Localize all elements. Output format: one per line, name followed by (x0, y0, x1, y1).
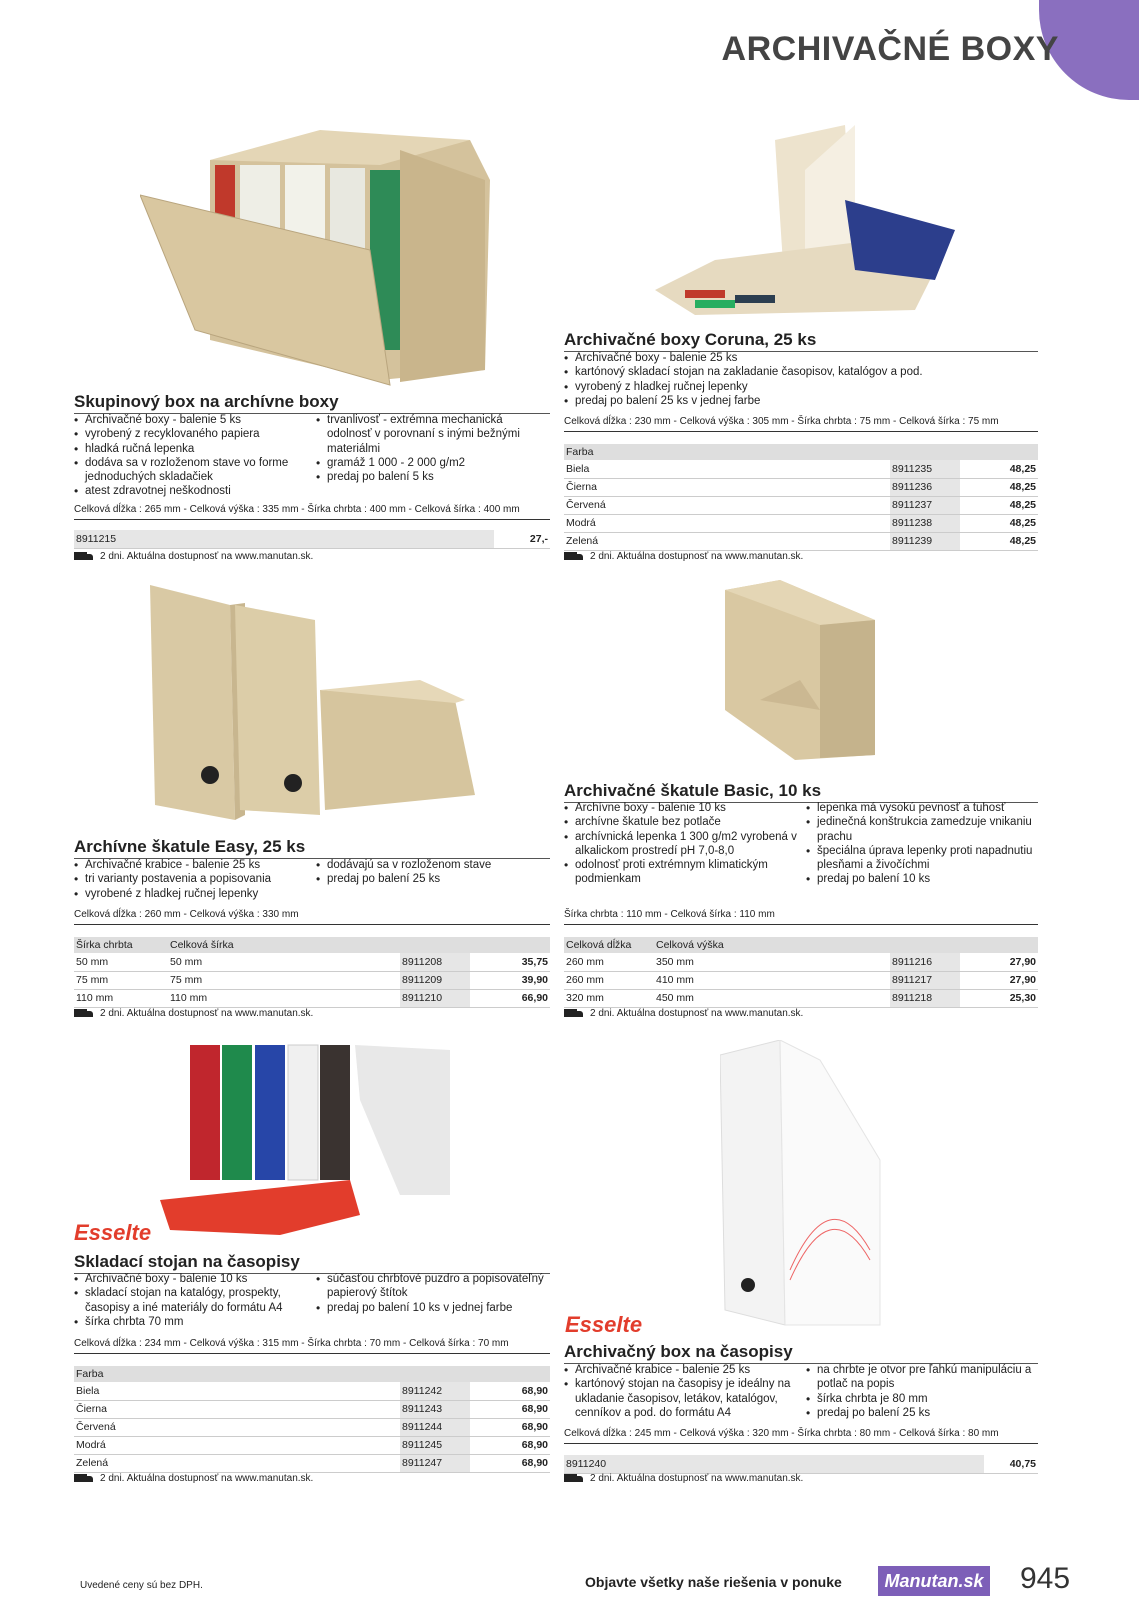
order-code: 8911245 (400, 1436, 470, 1454)
esselte-logo-right: Esselte (565, 1312, 643, 1337)
table-row (74, 1382, 550, 1400)
product-specs: Celková dĺžka : 260 mm - Celková výška : 330 mm (74, 909, 550, 925)
product-title: Archívne škatule Easy, 25 ks (74, 837, 550, 859)
order-code: 8911236 (890, 478, 960, 496)
price-note: Uvedené ceny sú bez DPH. (80, 1580, 203, 1591)
bullet-item: • vyrobené z hladkej ručnej lepenky (74, 887, 314, 901)
table-header (74, 937, 550, 953)
order-code: 8911210 (400, 989, 470, 1007)
table-row (74, 530, 550, 548)
bullet-item: • dodávajú sa v rozloženom stave (316, 858, 546, 872)
esselte-logo-left: Esselte (74, 1220, 152, 1245)
bullet-list-right (806, 1363, 1038, 1420)
bullet-list-left (74, 413, 314, 499)
table-row (74, 953, 550, 971)
bullet-item: • Archívne boxy - balenie 10 ks (564, 801, 804, 815)
availability (74, 1008, 313, 1019)
truck-icon (74, 1009, 94, 1019)
page-number: 945 (1020, 1562, 1071, 1595)
row-label: Zelená (564, 532, 890, 550)
bullet-item: • lepenka má vysokú pevnosť a tuhosť (806, 801, 1038, 815)
order-code: 8911216 (890, 953, 960, 971)
row-label: Biela (564, 460, 890, 478)
row-label: Biela (74, 1382, 400, 1400)
product-specs: Celková dĺžka : 265 mm - Celková výška : 335 mm - Šírka chrbta : 400 mm - Celková šírka : 400 mm (74, 504, 550, 520)
product-image-easy (145, 585, 485, 825)
row-label: 75 mm (74, 971, 168, 989)
order-code: 8911243 (400, 1400, 470, 1418)
order-code: 8911218 (890, 989, 960, 1007)
order-code: 8911208 (400, 953, 470, 971)
price: 48,25 (960, 496, 1038, 514)
bullet-list-right (316, 1272, 546, 1315)
truck-icon (564, 1474, 584, 1484)
truck-icon (74, 552, 94, 562)
row-label: 350 mm (654, 953, 890, 971)
truck-icon (564, 1009, 584, 1019)
bullet-item: • šírka chrbta 70 mm (74, 1315, 314, 1329)
table-row (74, 971, 550, 989)
bullet-item: • vyrobený z hladkej ručnej lepenky (564, 380, 1038, 394)
row-label: 450 mm (654, 989, 890, 1007)
price-table (564, 444, 1038, 551)
row-label: Čierna (74, 1400, 400, 1418)
bullet-item: • skladací stojan na katalógy, prospekty, časopisy a iné materiály do formátu A4 (74, 1286, 314, 1315)
row-label: 320 mm (564, 989, 654, 1007)
order-code: 8911242 (400, 1382, 470, 1400)
bullet-item: • predaj po balení 10 ks v jednej farbe (316, 1301, 546, 1315)
product-image-coruna (655, 120, 955, 320)
order-code: 8911209 (400, 971, 470, 989)
order-code: 8911235 (890, 460, 960, 478)
truck-icon (74, 1474, 94, 1484)
product-title: Archivačné škatule Basic, 10 ks (564, 781, 1038, 803)
row-label: 50 mm (168, 953, 400, 971)
bullet-item: • Archivačné boxy - balenie 10 ks (74, 1272, 314, 1286)
column-header: Celková šírka (168, 937, 550, 953)
bullet-item: • kartónový stojan na časopisy je ideálny na ukladanie časopisov, letákov, katalógov, cenníkov a pod. do formátu A4 (564, 1377, 804, 1420)
bullet-item: • Archivačné krabice - balenie 25 ks (564, 1363, 804, 1377)
availability (564, 551, 803, 562)
bullet-list-left (564, 351, 1038, 408)
row-label: 75 mm (168, 971, 400, 989)
table-row (564, 989, 1038, 1007)
price: 48,25 (960, 532, 1038, 550)
availability-text: 2 dni. Aktuálna dostupnosť na www.manutan.sk. (100, 1473, 314, 1484)
bullet-item: • Archivačné krabice - balenie 25 ks (74, 858, 314, 872)
bullet-item: • predaj po balení 25 ks (806, 1406, 1038, 1420)
bullet-item: • na chrbte je otvor pre ľahkú manipuláciu a potlač na popis (806, 1363, 1038, 1392)
price: 39,90 (470, 971, 550, 989)
bullet-list-left (74, 1272, 314, 1329)
table-row (564, 1455, 1038, 1473)
bullet-item: • šírka chrbta je 80 mm (806, 1392, 1038, 1406)
bullet-item: • tri varianty postavenia a popisovania (74, 872, 314, 886)
column-header: Celková výška (654, 937, 1038, 953)
order-code: 8911238 (890, 514, 960, 532)
availability-text: 2 dni. Aktuálna dostupnosť na www.manutan.sk. (100, 551, 314, 562)
row-label: Modrá (564, 514, 890, 532)
table-row (74, 1418, 550, 1436)
price: 25,30 (960, 989, 1038, 1007)
bullet-item: • predaj po balení 25 ks v jednej farbe (564, 394, 1038, 408)
price-table (74, 530, 550, 549)
bullet-list-right (316, 413, 546, 484)
bullet-item: • súčasťou chrbtové puzdro a popisovateľný papierový štítok (316, 1272, 546, 1301)
price: 68,90 (470, 1454, 550, 1472)
table-header (564, 444, 1038, 460)
availability (564, 1473, 803, 1484)
price: 66,90 (470, 989, 550, 1007)
price: 35,75 (470, 953, 550, 971)
table-header (564, 937, 1038, 953)
price: 68,90 (470, 1400, 550, 1418)
row-label: Čierna (564, 478, 890, 496)
product-image-magazine-box (720, 1040, 890, 1330)
bullet-list-left (74, 858, 314, 901)
bullet-item: • kartónový skladací stojan na zakladanie časopisov, katalógov a pod. (564, 365, 1038, 379)
price: 40,75 (984, 1455, 1038, 1473)
price: 48,25 (960, 514, 1038, 532)
table-row (74, 989, 550, 1007)
row-label: 410 mm (654, 971, 890, 989)
bullet-item: • vyrobený z recyklovaného papiera (74, 427, 314, 441)
price-table (74, 1366, 550, 1473)
table-row (74, 1454, 550, 1472)
column-header: Celková dĺžka (564, 937, 654, 953)
column-header: Šírka chrbta (74, 937, 168, 953)
product-specs: Šírka chrbta : 110 mm - Celková šírka : 110 mm (564, 909, 1038, 925)
availability (74, 551, 313, 562)
bullet-item: • predaj po balení 5 ks (316, 470, 546, 484)
order-code: 8911239 (890, 532, 960, 550)
order-code: 8911237 (890, 496, 960, 514)
bullet-item: • atest zdravotnej neškodnosti (74, 484, 314, 498)
price-table (564, 937, 1038, 1008)
bullet-item: • archívnická lepenka 1 300 g/m2 vyrobená v alkalickom prostredí pH 7,0-8,0 (564, 830, 804, 859)
table-header (74, 1366, 550, 1382)
bullet-item: • odolnosť proti extrémnym klimatickým podmienkam (564, 858, 804, 887)
truck-icon (564, 552, 584, 562)
price-table (74, 937, 550, 1008)
table-row (74, 1400, 550, 1418)
order-code: 8911240 (564, 1455, 984, 1473)
row-label: 260 mm (564, 953, 654, 971)
price-table (564, 1455, 1038, 1474)
bullet-item: • špeciálna úprava lepenky proti napadnutiu plesňami a živočíchmi (806, 844, 1038, 873)
product-title: Archivačný box na časopisy (564, 1342, 1038, 1364)
row-label: 110 mm (168, 989, 400, 1007)
bullet-list-right (316, 858, 546, 887)
bullet-list-right (806, 801, 1038, 887)
table-row (564, 953, 1038, 971)
product-image-group-box (140, 120, 500, 390)
price: 27,90 (960, 953, 1038, 971)
column-header: Farba (74, 1366, 550, 1382)
row-label: Červená (74, 1418, 400, 1436)
table-row (564, 460, 1038, 478)
price: 68,90 (470, 1418, 550, 1436)
bullet-list-left (564, 801, 804, 887)
table-row (564, 971, 1038, 989)
product-specs: Celková dĺžka : 245 mm - Celková výška : 320 mm - Šírka chrbta : 80 mm - Celková šírka : 80 mm (564, 1428, 1038, 1444)
order-code: 8911247 (400, 1454, 470, 1472)
availability-text: 2 dni. Aktuálna dostupnosť na www.manutan.sk. (590, 1008, 804, 1019)
bullet-item: • predaj po balení 25 ks (316, 872, 546, 886)
column-header: Farba (564, 444, 1038, 460)
bullet-item: • Archivačné boxy - balenie 25 ks (564, 351, 1038, 365)
bullet-item: • gramáž 1 000 - 2 000 g/m2 (316, 456, 546, 470)
bullet-item: • dodáva sa v rozloženom stave vo forme jednoduchých skladačiek (74, 456, 314, 485)
table-row (564, 532, 1038, 550)
bullet-list-left (564, 1363, 804, 1420)
manutan-logo[interactable]: Manutan.sk (878, 1566, 990, 1596)
order-code: 8911244 (400, 1418, 470, 1436)
row-label: 110 mm (74, 989, 168, 1007)
row-label: Modrá (74, 1436, 400, 1454)
row-label: Červená (564, 496, 890, 514)
product-title: Skladací stojan na časopisy (74, 1252, 550, 1274)
product-image-basic (720, 580, 900, 760)
bullet-item: • archívne škatule bez potlače (564, 815, 804, 829)
table-row (564, 514, 1038, 532)
order-code: 8911215 (74, 530, 494, 548)
table-row (564, 478, 1038, 496)
bullet-item: • hladká ručná lepenka (74, 442, 314, 456)
price: 48,25 (960, 478, 1038, 496)
availability-text: 2 dni. Aktuálna dostupnosť na www.manutan.sk. (590, 1473, 804, 1484)
price: 48,25 (960, 460, 1038, 478)
table-row (74, 1436, 550, 1454)
product-specs: Celková dĺžka : 234 mm - Celková výška : 315 mm - Šírka chrbta : 70 mm - Celková šírka : 70 mm (74, 1338, 550, 1354)
footer-cta[interactable]: Objavte všetky naše riešenia v ponuke (585, 1574, 842, 1590)
bullet-item: • predaj po balení 10 ks (806, 872, 1038, 886)
availability-text: 2 dni. Aktuálna dostupnosť na www.manutan.sk. (100, 1008, 314, 1019)
row-label: 260 mm (564, 971, 654, 989)
bullet-item: • trvanlivosť - extrémna mechanická odolnosť v porovnaní s inými bežnými materiálmi (316, 413, 546, 456)
availability (564, 1008, 803, 1019)
row-label: Zelená (74, 1454, 400, 1472)
price: 27,90 (960, 971, 1038, 989)
page-title: ARCHIVAČNÉ BOXY (721, 30, 1059, 68)
product-specs: Celková dĺžka : 230 mm - Celková výška : 305 mm - Šírka chrbta : 75 mm - Celková šírka : 75 mm (564, 416, 1038, 432)
order-code: 8911217 (890, 971, 960, 989)
availability-text: 2 dni. Aktuálna dostupnosť na www.manutan.sk. (590, 551, 804, 562)
price: 68,90 (470, 1436, 550, 1454)
bullet-item: • jedinečná konštrukcia zamedzuje vnikaniu prachu (806, 815, 1038, 844)
row-label: 50 mm (74, 953, 168, 971)
table-row (564, 496, 1038, 514)
price: 68,90 (470, 1382, 550, 1400)
price: 27,- (494, 530, 550, 548)
availability (74, 1473, 313, 1484)
product-title: Skupinový box na archívne boxy (74, 392, 550, 414)
product-title: Archivačné boxy Coruna, 25 ks (564, 330, 1038, 352)
bullet-item: • Archivačné boxy - balenie 5 ks (74, 413, 314, 427)
product-image-magazine-files (160, 1040, 480, 1240)
